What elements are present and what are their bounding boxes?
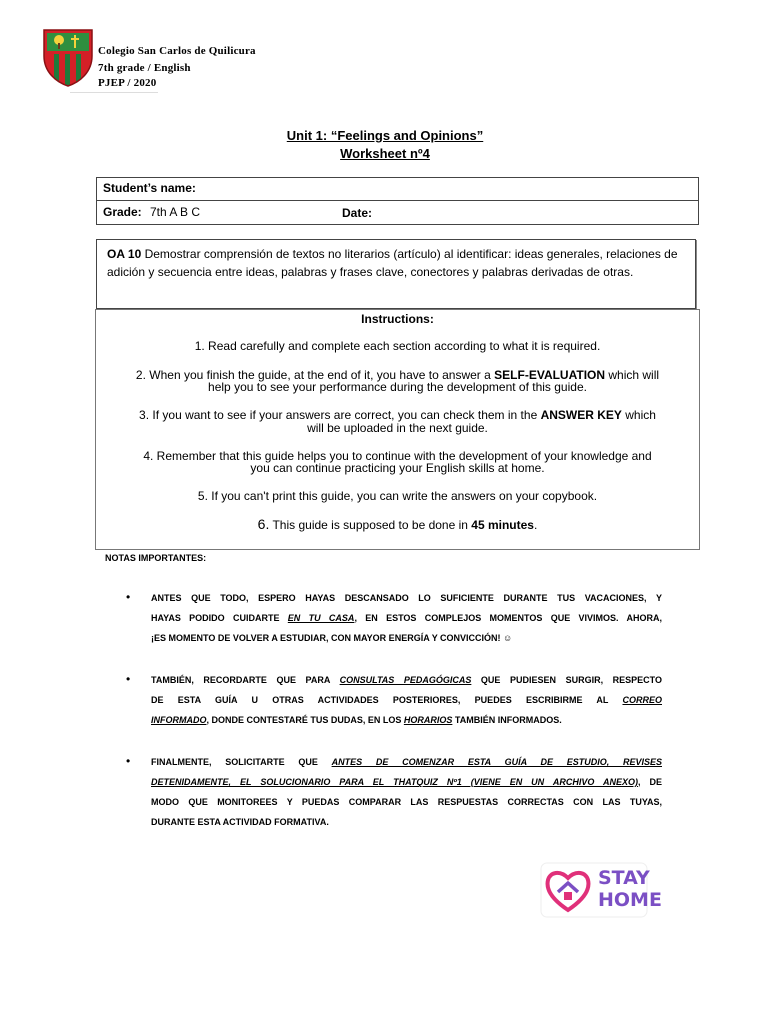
worksheet-title: Worksheet nº4: [340, 146, 430, 161]
date-label: Date:: [342, 206, 373, 220]
school-crest-logo: [42, 26, 94, 88]
note-3-line-3: MODO QUE MONITOREES Y PUEDAS COMPARAR LAS RESPUESTAS CORRECTAS CON LAS TUYAS,: [151, 797, 662, 807]
note-1-line-3: ¡ES MOMENTO DE VOLVER A ESTUDIAR, CON MAYOR ENERGÍA Y CONVICCIÓN! ☺: [151, 633, 513, 643]
grade-value: 7th A B C: [150, 205, 201, 219]
note-2-line-3: INFORMADO, DONDE CONTESTARÉ TUS DUDAS, EN LOS HORARIOS TAMBIÉN INFORMADOS.: [151, 715, 562, 725]
instruction-3: 3. If you want to see if your answers are correct, you can check them in the ANSWER KEY which: [139, 408, 656, 422]
note-3-line-4: DURANTE ESTA ACTIVIDAD FORMATIVA.: [151, 817, 329, 827]
grade-label: Grade:: [103, 205, 142, 219]
objective-code: OA 10: [107, 247, 142, 261]
note-3-line-1: FINALMENTE, SOLICITARTE QUE ANTES DE COMENZAR ESTA GUÍA DE ESTUDIO, REVISES: [151, 757, 662, 767]
objective-box: [96, 239, 696, 309]
bullet-1: •: [126, 590, 131, 604]
notes-heading: NOTAS IMPORTANTES:: [105, 553, 207, 563]
note-2-line-2: DE ESTA GUÍA U OTRAS ACTIVIDADES POSTERIORES, PUEDES ESCRIBIRME AL CORREO: [151, 695, 662, 705]
grade-subject: 7th grade / English: [98, 62, 191, 74]
instructions-title: Instructions:: [361, 312, 434, 326]
instruction-3-cont: will be uploaded in the next guide.: [307, 421, 488, 435]
student-name-label: Student’s name:: [103, 181, 196, 195]
note-1-line-2: HAYAS PODIDO CUIDARTE EN TU CASA, EN ESTOS COMPLEJOS MOMENTOS QUE VIVIMOS. AHORA,: [151, 613, 662, 623]
instruction-5: 5. If you can't print this guide, you can write the answers on your copybook.: [197, 489, 598, 503]
note-2-line-1: TAMBIÉN, RECORDARTE QUE PARA CONSULTAS PEDAGÓGICAS QUE PUDIESEN SURGIR, RESPECTO: [151, 675, 662, 685]
unit-title: Unit 1: “Feelings and Opinions”: [286, 128, 484, 143]
note-1-line-1: ANTES QUE TODO, ESPERO HAYAS DESCANSADO LO SUFICIENTE DURANTE TUS VACACIONES, Y: [151, 593, 662, 603]
teacher-year: PJEP / 2020: [98, 77, 157, 89]
school-name: Colegio San Carlos de Quilicura: [98, 45, 256, 57]
note-3-line-2: DETENIDAMENTE, EL SOLUCIONARIO PARA EL THATQUIZ Nº1 (VIENE EN UN ARCHIVO ANEXO), DE: [151, 777, 662, 787]
home-text: HOME: [598, 889, 662, 911]
instruction-6: 6. This guide is supposed to be done in 45 minutes.: [257, 516, 538, 532]
instruction-2: 2. When you finish the guide, at the end of it, you have to answer a SELF-EVALUATION which will: [135, 368, 660, 382]
instruction-4: 4. Remember that this guide helps you to continue with the development of your knowledge and: [143, 449, 652, 463]
bullet-3: •: [126, 754, 131, 768]
instruction-4-cont: you can continue practicing your English skills at home.: [250, 461, 545, 475]
stay-text: STAY: [598, 867, 650, 889]
bullet-2: •: [126, 672, 131, 686]
instruction-1: 1. Read carefully and complete each section according to what it is required.: [194, 339, 601, 353]
stay-home-sticker: [540, 862, 662, 918]
crest-underline: [70, 92, 158, 93]
student-box-divider: [96, 200, 699, 201]
objective-text: Demostrar comprensión de textos no literarios (artículo) al identificar: ideas generales, relaciones de adición y secuencia entre ideas, palabras y frases clave, conectores y palabras derivadas de otras.: [107, 247, 678, 279]
instruction-2-cont: help you to see your performance during the development of this guide.: [208, 380, 587, 394]
